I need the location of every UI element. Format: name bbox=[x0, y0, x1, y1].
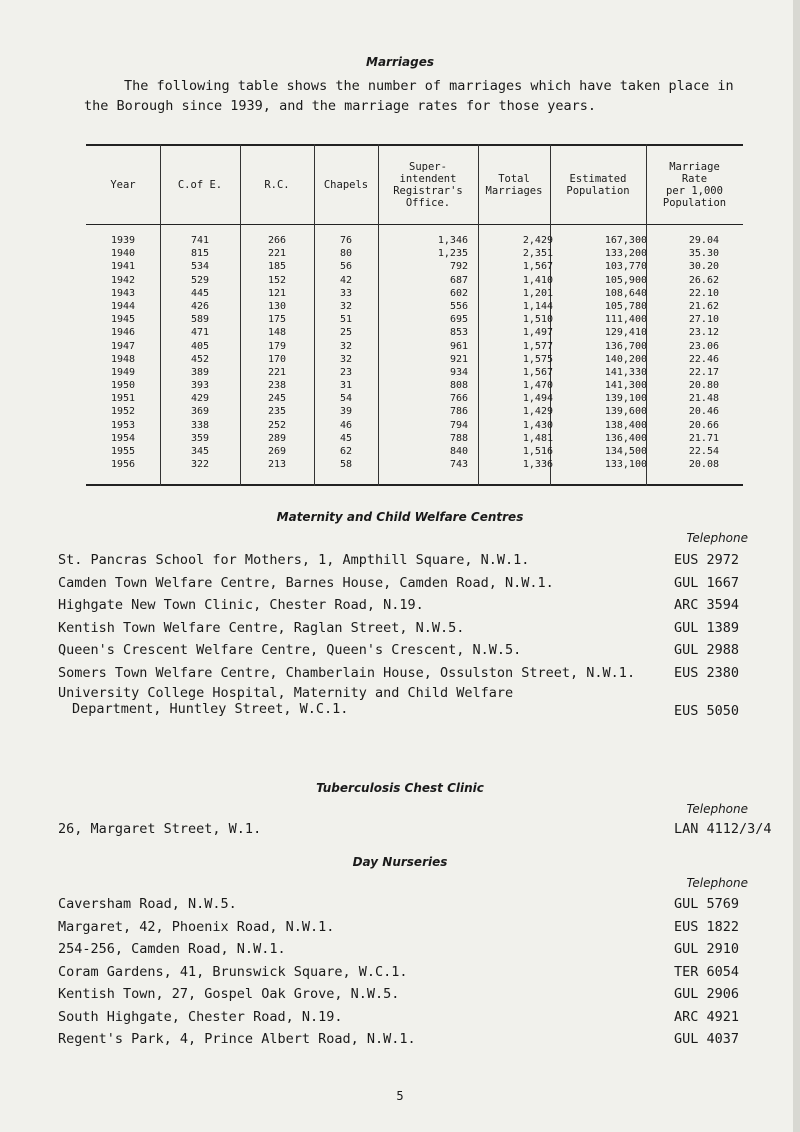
cell-total: 2,429 bbox=[522, 235, 553, 246]
entry-phone: GUL 1389 bbox=[674, 619, 740, 636]
cell-rc: 130 bbox=[267, 300, 287, 312]
cell-registrar: 961 bbox=[449, 340, 468, 352]
table-row bbox=[86, 366, 743, 379]
maternity-telephone-label: Telephone bbox=[686, 531, 748, 545]
cell-rate: 30.20 bbox=[688, 261, 719, 273]
cell-population: 167,300 bbox=[604, 235, 647, 246]
cell-year: 1949 bbox=[110, 366, 136, 378]
cell-rc: 121 bbox=[267, 287, 287, 299]
cell-registrar: 687 bbox=[449, 274, 468, 286]
cell-rate: 21.48 bbox=[688, 393, 719, 405]
cell-population: 129,410 bbox=[604, 327, 647, 339]
list-item bbox=[58, 894, 750, 917]
entry-name: Kentish Town, 27, Gospel Oak Grove, N.W.5. bbox=[58, 986, 400, 1002]
entry-phone: GUL 2910 bbox=[674, 941, 740, 957]
cell-total: 1,577 bbox=[522, 340, 553, 352]
cell-chapels: 39 bbox=[339, 406, 353, 418]
cell-c-of-e: 534 bbox=[190, 261, 210, 273]
entry-phone: ARC 4921 bbox=[674, 1008, 740, 1025]
cell-population: 111,400 bbox=[604, 314, 647, 326]
entry-phone: TER 6054 bbox=[674, 963, 740, 980]
cell-rate: 22.17 bbox=[688, 366, 719, 378]
tuberculosis-telephone-label: Telephone bbox=[686, 802, 748, 816]
entry-phone: GUL 4037 bbox=[674, 1031, 740, 1047]
entry-name: 254-256, Camden Road, N.W.1. bbox=[58, 941, 286, 957]
table-row bbox=[86, 379, 743, 392]
entry-phone: ARC 3594 bbox=[674, 597, 740, 613]
header-rate: Marriage Rate per 1,000 Population bbox=[662, 161, 727, 209]
cell-c-of-e: 589 bbox=[190, 314, 210, 326]
cell-c-of-e: 426 bbox=[190, 300, 210, 312]
cell-total: 2,351 bbox=[522, 248, 553, 260]
cell-registrar: 766 bbox=[449, 393, 468, 405]
cell-rc: 289 bbox=[267, 432, 287, 444]
entry-phone: GUL 2988 bbox=[674, 642, 740, 658]
cell-rate: 20.08 bbox=[688, 459, 719, 471]
entry-phone: EUS 2972 bbox=[674, 552, 740, 568]
entry-phone: GUL 2906 bbox=[674, 986, 740, 1002]
cell-rc: 266 bbox=[267, 235, 287, 246]
cell-rate: 20.46 bbox=[688, 406, 719, 418]
marriages-title: Marriages bbox=[366, 55, 434, 69]
list-item bbox=[58, 962, 750, 985]
cell-total: 1,470 bbox=[522, 380, 553, 392]
maternity-title: Maternity and Child Welfare Centres bbox=[276, 510, 524, 524]
cell-registrar: 1,346 bbox=[437, 235, 468, 246]
cell-year: 1948 bbox=[110, 353, 136, 365]
cell-year: 1956 bbox=[110, 459, 136, 471]
table-row bbox=[86, 405, 743, 418]
header-year: Year bbox=[110, 179, 136, 191]
cell-chapels: 80 bbox=[339, 248, 353, 260]
cell-total: 1,410 bbox=[522, 274, 553, 286]
table-row bbox=[86, 300, 743, 313]
cell-rc: 221 bbox=[267, 366, 287, 378]
cell-rate: 21.62 bbox=[688, 300, 719, 312]
cell-c-of-e: 815 bbox=[190, 248, 210, 260]
cell-total: 1,201 bbox=[522, 287, 553, 299]
cell-total: 1,144 bbox=[522, 300, 553, 312]
cell-c-of-e: 741 bbox=[190, 235, 210, 246]
cell-rc: 235 bbox=[267, 406, 287, 418]
cell-registrar: 602 bbox=[449, 287, 468, 299]
entry-name: 26, Margaret Street, W.1. bbox=[58, 821, 262, 837]
cell-total: 1,575 bbox=[522, 353, 553, 365]
header-chapels: Chapels bbox=[323, 179, 369, 191]
table-bottom-rule bbox=[86, 484, 743, 486]
list-item bbox=[58, 640, 750, 663]
cell-registrar: 794 bbox=[449, 419, 468, 431]
entry-name: Caversham Road, N.W.5. bbox=[58, 896, 237, 912]
cell-rate: 35.30 bbox=[688, 248, 719, 260]
cell-rc: 221 bbox=[267, 248, 287, 260]
cell-rate: 22.10 bbox=[688, 287, 719, 299]
cell-chapels: 32 bbox=[339, 300, 353, 312]
cell-rc: 152 bbox=[267, 274, 287, 286]
table-row bbox=[86, 392, 743, 405]
cell-year: 1944 bbox=[110, 300, 136, 312]
entry-name: Regent's Park, 4, Prince Albert Road, N.W.1. bbox=[58, 1031, 416, 1047]
cell-population: 139,600 bbox=[604, 406, 647, 418]
table-row bbox=[86, 287, 743, 300]
cell-c-of-e: 445 bbox=[190, 287, 210, 299]
cell-rate: 23.12 bbox=[688, 327, 719, 339]
table-row bbox=[86, 458, 743, 471]
cell-chapels: 54 bbox=[339, 393, 353, 405]
header-total: Total Marriages bbox=[485, 173, 543, 197]
entry-phone: LAN 4112/3/4 bbox=[674, 821, 772, 837]
cell-chapels: 33 bbox=[339, 287, 353, 299]
maternity-list bbox=[58, 550, 750, 721]
cell-c-of-e: 359 bbox=[190, 432, 210, 444]
list-item bbox=[58, 550, 750, 573]
table-row bbox=[86, 432, 743, 445]
cell-year: 1952 bbox=[110, 406, 136, 418]
cell-rate: 23.06 bbox=[688, 340, 719, 352]
entry-phone: GUL 5769 bbox=[674, 896, 740, 912]
cell-year: 1950 bbox=[110, 380, 136, 392]
cell-total: 1,567 bbox=[522, 261, 553, 273]
nurseries-telephone-label: Telephone bbox=[686, 876, 748, 890]
cell-year: 1940 bbox=[110, 248, 136, 260]
entry-name: South Highgate, Chester Road, N.19. bbox=[58, 1008, 343, 1025]
cell-population: 133,100 bbox=[604, 459, 647, 471]
cell-rc: 185 bbox=[267, 261, 287, 273]
cell-chapels: 31 bbox=[339, 380, 353, 392]
cell-chapels: 42 bbox=[339, 274, 353, 286]
nurseries-list bbox=[58, 894, 750, 1052]
cell-population: 140,200 bbox=[604, 353, 647, 365]
list-item bbox=[58, 939, 750, 962]
cell-registrar: 792 bbox=[449, 261, 468, 273]
table-row bbox=[86, 260, 743, 273]
cell-chapels: 32 bbox=[339, 340, 353, 352]
entry-phone: EUS 1822 bbox=[674, 918, 740, 935]
page-number: 5 bbox=[396, 1089, 404, 1103]
cell-population: 141,300 bbox=[604, 380, 647, 392]
cell-registrar: 808 bbox=[449, 380, 468, 392]
cell-registrar: 840 bbox=[449, 446, 468, 457]
cell-rc: 252 bbox=[267, 419, 287, 431]
table-header-rule bbox=[86, 224, 743, 225]
cell-registrar: 788 bbox=[449, 432, 468, 444]
cell-c-of-e: 389 bbox=[190, 366, 210, 378]
cell-total: 1,481 bbox=[522, 432, 553, 444]
cell-total: 1,336 bbox=[522, 459, 553, 471]
entry-name: Highgate New Town Clinic, Chester Road, N.19. bbox=[58, 597, 424, 613]
marriages-intro bbox=[84, 76, 744, 116]
entry-name: Margaret, 42, Phoenix Road, N.W.1. bbox=[58, 918, 335, 935]
entry-name bbox=[58, 685, 658, 717]
table-row bbox=[86, 326, 743, 339]
cell-registrar: 743 bbox=[449, 459, 468, 471]
cell-rc: 148 bbox=[267, 327, 287, 339]
table-row bbox=[86, 353, 743, 366]
cell-total: 1,494 bbox=[522, 393, 553, 405]
list-item bbox=[58, 685, 750, 721]
cell-c-of-e: 429 bbox=[190, 393, 210, 405]
marriages-intro-text: The following table shows the number of marriages which have taken place in the Borough since 1939, and the marriage rates for those years. bbox=[84, 78, 734, 114]
table-row bbox=[86, 445, 743, 458]
nurseries-title: Day Nurseries bbox=[352, 855, 448, 869]
entry-name-line2: Department, Huntley Street, W.C.1. bbox=[72, 701, 349, 717]
cell-c-of-e: 471 bbox=[190, 327, 210, 339]
cell-total: 1,497 bbox=[522, 327, 553, 339]
cell-year: 1951 bbox=[110, 393, 136, 405]
cell-population: 141,330 bbox=[604, 366, 647, 378]
cell-chapels: 46 bbox=[339, 419, 353, 431]
page-edge-shadow bbox=[793, 0, 800, 1132]
cell-rc: 170 bbox=[267, 353, 287, 365]
cell-chapels: 51 bbox=[339, 314, 353, 326]
cell-rc: 179 bbox=[267, 340, 287, 352]
cell-c-of-e: 338 bbox=[190, 419, 210, 431]
list-item bbox=[58, 1029, 750, 1052]
entry-name: Somers Town Welfare Centre, Chamberlain House, Ossulston Street, N.W.1. bbox=[58, 664, 636, 681]
list-item bbox=[58, 917, 750, 940]
entry-phone: EUS 5050 bbox=[674, 703, 740, 719]
list-item bbox=[58, 984, 750, 1007]
entry-phone: EUS 2380 bbox=[674, 664, 740, 681]
cell-rc: 238 bbox=[267, 380, 287, 392]
cell-chapels: 45 bbox=[339, 432, 353, 444]
cell-c-of-e: 393 bbox=[190, 380, 210, 392]
cell-total: 1,516 bbox=[522, 446, 553, 457]
cell-year: 1941 bbox=[110, 261, 136, 273]
cell-chapels: 58 bbox=[339, 459, 353, 471]
cell-c-of-e: 529 bbox=[190, 274, 210, 286]
cell-c-of-e: 322 bbox=[190, 459, 210, 471]
cell-population: 139,100 bbox=[604, 393, 647, 405]
cell-registrar: 695 bbox=[449, 314, 468, 326]
entry-phone: GUL 1667 bbox=[674, 574, 740, 591]
cell-c-of-e: 345 bbox=[190, 446, 210, 457]
list-item bbox=[58, 663, 750, 686]
cell-chapels: 25 bbox=[339, 327, 353, 339]
cell-year: 1939 bbox=[110, 235, 136, 246]
table-row bbox=[86, 247, 743, 260]
cell-rc: 269 bbox=[267, 446, 287, 457]
cell-rate: 20.66 bbox=[688, 419, 719, 431]
cell-year: 1947 bbox=[110, 340, 136, 352]
cell-population: 105,780 bbox=[604, 300, 647, 312]
tuberculosis-title: Tuberculosis Chest Clinic bbox=[316, 781, 484, 795]
cell-population: 108,640 bbox=[604, 287, 647, 299]
cell-chapels: 62 bbox=[339, 446, 353, 457]
header-population: Estimated Population bbox=[566, 173, 630, 197]
cell-year: 1943 bbox=[110, 287, 136, 299]
cell-rc: 213 bbox=[267, 459, 287, 471]
cell-rate: 22.54 bbox=[688, 446, 719, 457]
cell-chapels: 32 bbox=[339, 353, 353, 365]
cell-registrar: 786 bbox=[449, 406, 468, 418]
table-row bbox=[86, 234, 743, 247]
cell-population: 138,400 bbox=[604, 419, 647, 431]
table-row bbox=[86, 274, 743, 287]
cell-rate: 22.46 bbox=[688, 353, 719, 365]
cell-rc: 245 bbox=[267, 393, 287, 405]
cell-year: 1945 bbox=[110, 314, 136, 326]
list-item bbox=[58, 618, 750, 641]
cell-registrar: 853 bbox=[449, 327, 468, 339]
cell-c-of-e: 405 bbox=[190, 340, 210, 352]
cell-rate: 21.71 bbox=[688, 432, 719, 444]
cell-year: 1953 bbox=[110, 419, 136, 431]
cell-year: 1942 bbox=[110, 274, 136, 286]
entry-name: Coram Gardens, 41, Brunswick Square, W.C.1. bbox=[58, 963, 408, 980]
tuberculosis-list bbox=[58, 819, 772, 842]
table-row bbox=[86, 340, 743, 353]
cell-year: 1955 bbox=[110, 446, 136, 457]
cell-population: 134,500 bbox=[604, 446, 647, 457]
cell-total: 1,510 bbox=[522, 314, 553, 326]
header-c-of-e: C.of E. bbox=[177, 179, 223, 191]
cell-c-of-e: 452 bbox=[190, 353, 210, 365]
cell-population: 133,200 bbox=[604, 248, 647, 260]
entry-name: Queen's Crescent Welfare Centre, Queen's Crescent, N.W.5. bbox=[58, 642, 522, 658]
cell-registrar: 556 bbox=[449, 300, 468, 312]
cell-registrar: 921 bbox=[449, 353, 468, 365]
table-body bbox=[86, 234, 743, 471]
cell-rate: 26.62 bbox=[688, 274, 719, 286]
list-item bbox=[58, 1007, 750, 1030]
header-rc: R.C. bbox=[264, 179, 290, 191]
entry-name-line1: University College Hospital, Maternity and Child Welfare bbox=[58, 685, 514, 701]
table-row bbox=[86, 419, 743, 432]
entry-name: St. Pancras School for Mothers, 1, Ampthill Square, N.W.1. bbox=[58, 552, 530, 568]
entry-name: Kentish Town Welfare Centre, Raglan Street, N.W.5. bbox=[58, 619, 465, 636]
cell-rc: 175 bbox=[267, 314, 287, 326]
list-item bbox=[58, 819, 772, 842]
header-registrar: Super- intendent Registrar's Office. bbox=[393, 161, 463, 209]
cell-total: 1,429 bbox=[522, 406, 553, 418]
cell-rate: 20.80 bbox=[688, 380, 719, 392]
cell-population: 136,400 bbox=[604, 432, 647, 444]
list-item bbox=[58, 595, 750, 618]
cell-population: 136,700 bbox=[604, 340, 647, 352]
list-item bbox=[58, 573, 750, 596]
cell-registrar: 1,235 bbox=[437, 248, 468, 260]
cell-chapels: 56 bbox=[339, 261, 353, 273]
cell-chapels: 76 bbox=[339, 235, 353, 246]
table-row bbox=[86, 313, 743, 326]
cell-rate: 29.04 bbox=[688, 235, 719, 246]
cell-year: 1954 bbox=[110, 432, 136, 444]
cell-c-of-e: 369 bbox=[190, 406, 210, 418]
cell-year: 1946 bbox=[110, 327, 136, 339]
cell-population: 105,900 bbox=[604, 274, 647, 286]
cell-population: 103,770 bbox=[604, 261, 647, 273]
cell-registrar: 934 bbox=[449, 366, 468, 378]
cell-chapels: 23 bbox=[339, 366, 353, 378]
cell-total: 1,430 bbox=[522, 419, 553, 431]
cell-rate: 27.10 bbox=[688, 314, 719, 326]
entry-name: Camden Town Welfare Centre, Barnes House, Camden Road, N.W.1. bbox=[58, 574, 554, 591]
cell-total: 1,567 bbox=[522, 366, 553, 378]
